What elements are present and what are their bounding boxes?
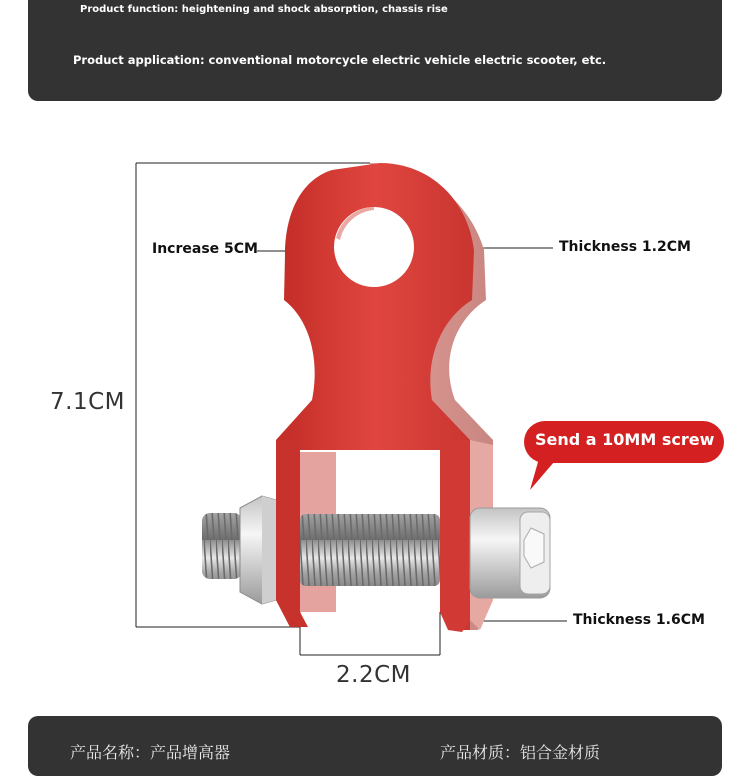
product-function-text: Product function: heightening and shock absorption, chassis rise <box>80 4 448 15</box>
product-name-text: 产品名称：产品增高器 <box>70 743 231 762</box>
hex-nut <box>240 496 276 604</box>
socket-bolt-head <box>470 508 550 598</box>
thickness-top-label: Thickness 1.2CM <box>559 239 691 255</box>
bolt-thread-left <box>202 513 242 579</box>
thickness-bottom-label: Thickness 1.6CM <box>573 612 705 628</box>
product-material-text: 产品材质：铝合金材质 <box>440 743 601 762</box>
width-dimension-lines <box>300 612 440 655</box>
width-dimension-label: 2.2CM <box>336 662 411 688</box>
bracket-right-prong <box>440 440 470 632</box>
height-dimension-label: 7.1CM <box>50 389 125 415</box>
increase-label: Increase 5CM <box>152 241 258 257</box>
callout-label: Send a 10MM screw <box>535 430 715 449</box>
product-application-text: Product application: conventional motorcycle electric vehicle electric scooter, etc. <box>73 53 607 67</box>
bolt-thread-middle <box>300 514 440 586</box>
bolt-hole <box>334 207 414 287</box>
